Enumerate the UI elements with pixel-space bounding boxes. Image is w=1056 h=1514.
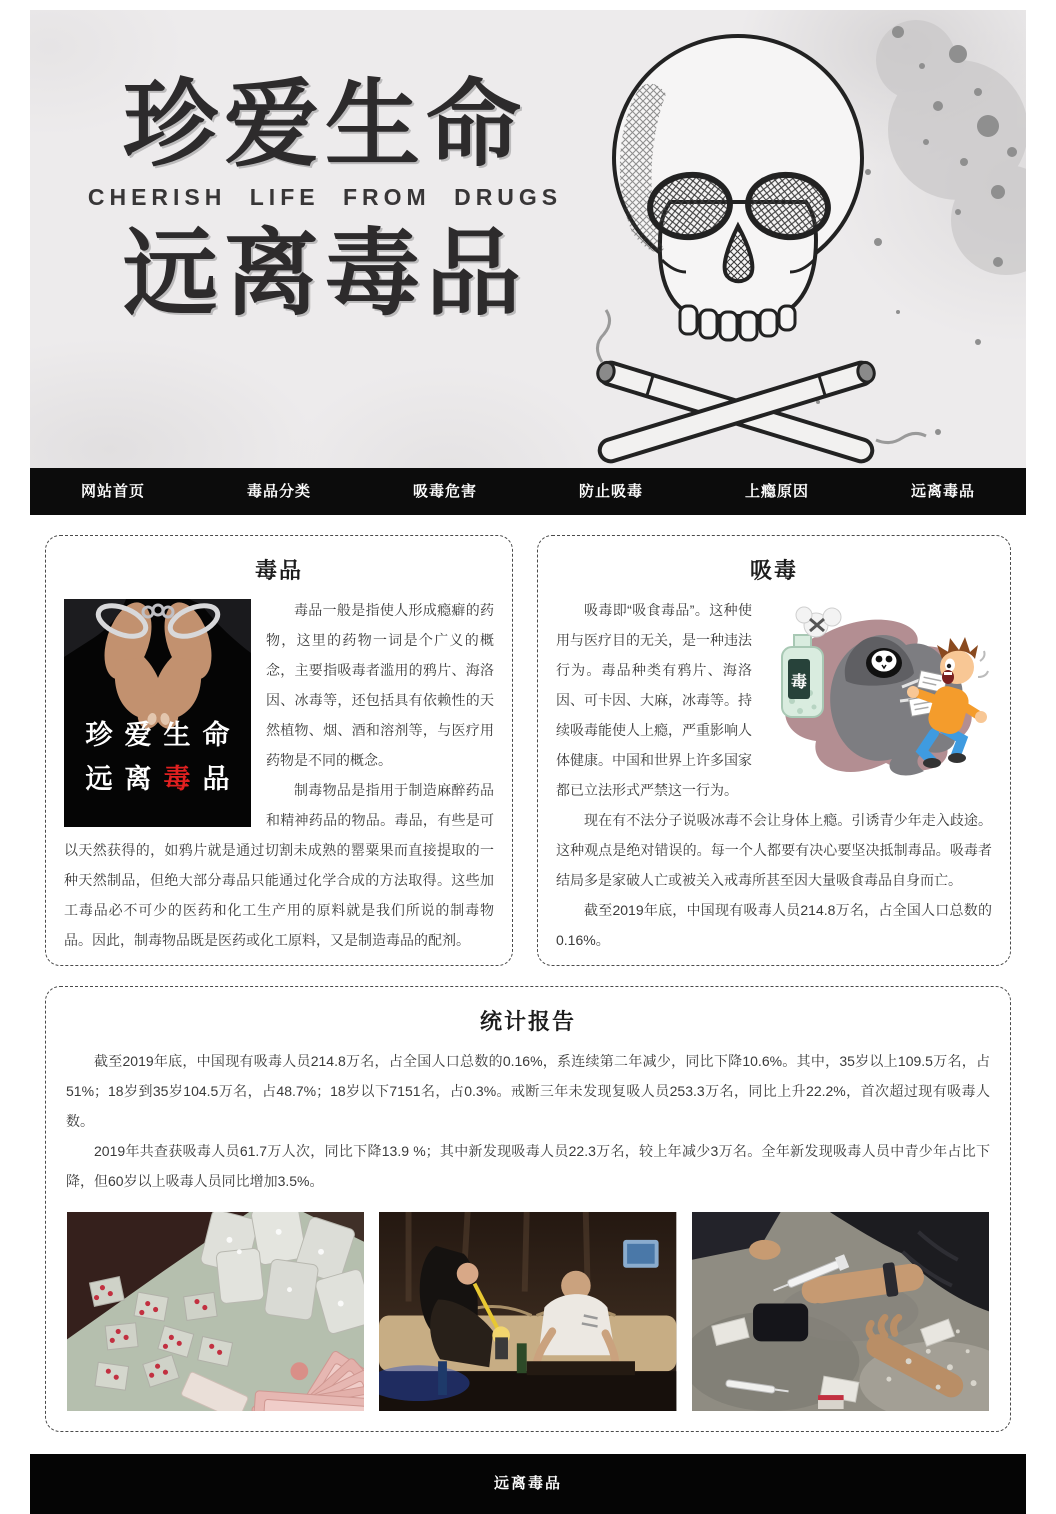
grim-reaper-cartoon-image: [764, 601, 992, 789]
nav-item-addiction-causes[interactable]: 上瘾原因: [744, 483, 809, 500]
banner-title-line1: 珍爱生命: [122, 72, 527, 178]
drug-use-paragraph-3: 截至2019年底，中国现有吸毒人员214.8万名，占全国人口总数的0.16%。: [556, 902, 992, 948]
image-caption-line2: 远离毒品: [85, 764, 242, 794]
drug-use-section-title: 吸毒: [749, 558, 798, 583]
image-caption: [64, 713, 251, 801]
banner-title-block: [85, 72, 565, 328]
nav-item-prevention[interactable]: 防止吸毒: [578, 483, 643, 500]
nav-item-home[interactable]: 网站首页: [80, 483, 145, 500]
banner-title-line2: 远离毒品: [122, 221, 527, 328]
drugs-section-title: 毒品: [254, 558, 303, 583]
statistics-report-section: [45, 986, 1011, 1432]
footer-label: 远离毒品: [493, 1475, 562, 1492]
main-content: [30, 515, 1026, 1432]
banner: [30, 10, 1026, 468]
banner-subtitle: CHERISH LIFE FROM DRUGS: [87, 184, 563, 211]
youths-abusing-drugs-in-club-photo: [379, 1212, 676, 1411]
nav-item-stay-away[interactable]: 远离毒品: [910, 483, 975, 500]
cartoon-bottle-label: 毒: [790, 674, 808, 691]
image-caption-line1: 珍爱生命: [85, 720, 242, 750]
nav-item-drug-types[interactable]: 毒品分类: [246, 483, 311, 500]
drugs-section: [45, 535, 513, 966]
report-paragraph-2: 2019年共查获吸毒人员61.7万人次，同比下降13.9 %；其中新发现吸毒人员22.3万名，较上年减少3万名。全年新发现吸毒人员中青少年占比下降，但60岁以上吸毒人员同比增加3.5%。: [66, 1143, 990, 1189]
drugs-paragraph-2: 制毒物品是指用于制造麻醉药品和精神药品的物品。毒品，有些是可以天然获得的，如鸦片就是通过切割未成熟的罂粟果而直接提取的一种天然制品，但绝大部分毒品只能通过化学合成的方法取得。这些加工毒品必不可少的医药和化工生产用的原料就是我们所说的制毒物品。因此，制毒物品既是医药或化工原料，又是制造毒品的配剂。: [64, 782, 494, 948]
nav-item-drug-harm[interactable]: 吸毒危害: [412, 483, 477, 500]
drug-use-paragraph-2: 现在有不法分子说吸冰毒不会让身体上瘾。引诱青少年走入歧途。这种观点是绝对错误的。每一个人都要有决心要坚决抵制毒品。吸毒者结局多是家破人亡或被关入戒毒所甚至因大量吸食毒品自身而亡。: [556, 812, 992, 888]
main-nav: [30, 468, 1026, 515]
page-container: [30, 10, 1026, 1514]
report-photo-row: [66, 1212, 990, 1411]
report-paragraph-1: 截至2019年底，中国现有吸毒人员214.8万名，占全国人口总数的0.16%，系连续第二年减少，同比下降10.6%。其中，35岁以上109.5万名，占51%；18岁到35岁104.5万名，占48.7%；18岁以下7151名，占0.3%。戒断三年未发现复吸人员253.3万名，同比上升22.2%，首次超过现有吸毒人数。: [66, 1053, 990, 1129]
seized-drug-packets-and-cash-photo: [67, 1212, 364, 1411]
drug-use-paragraph-1: 吸毒即“吸食毒品”。这种使用与医疗目的无关，是一种违法行为。毒品种类有鸦片、海洛因、可卡因、大麻，冰毒等。持续吸毒能使人上瘾，严重影响人体健康。中国和世界上许多国家都已立法形式严禁这一行为。: [556, 602, 752, 798]
drugs-paragraph-1: 毒品一般是指使人形成瘾癖的药物，这里的药物一词是个广义的概念，主要指吸毒者滥用的鸦片、海洛因、冰毒等，还包括具有依赖性的天然植物、烟、酒和溶剂等，与医疗用药物是不同的概念。: [266, 602, 494, 768]
drug-use-section: [537, 535, 1011, 966]
handcuffed-hands-image: [64, 599, 251, 827]
street-drug-injection-photo: [692, 1212, 989, 1411]
skull-crossed-cigarettes-icon: [566, 10, 1026, 468]
footer: [30, 1454, 1026, 1514]
statistics-report-title: 统计报告: [479, 1009, 576, 1034]
